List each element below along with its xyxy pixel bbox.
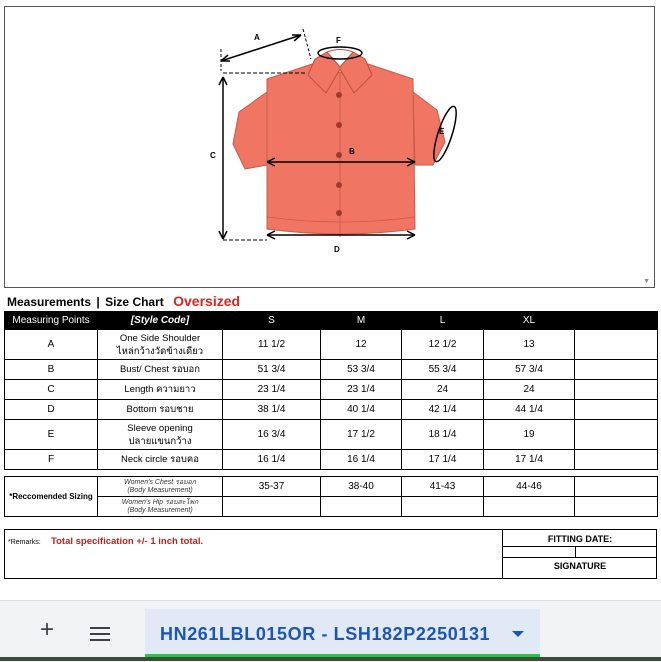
chest-note[interactable]: Women's Chest รอบอก (Body Measurement) [98,477,223,497]
value-cell[interactable]: 13 [484,330,575,360]
measurement-table [4,311,658,470]
col-size-xl[interactable]: XL [484,312,575,330]
label-a: A [254,33,260,42]
empty-cell[interactable] [575,360,658,380]
hip-value-cell[interactable] [484,497,575,517]
value-cell[interactable]: 16 3/4 [223,420,321,450]
label-b: B [349,147,355,156]
header-row [5,312,658,330]
remarks-label: *Remarks: [8,539,41,546]
chest-value-cell[interactable]: 44-46 [484,477,575,497]
point-cell[interactable]: F [5,450,98,470]
value-cell[interactable]: 40 1/4 [321,400,402,420]
remarks-text: Total specification +/- 1 inch total. [51,536,204,547]
sheet-tab-label: HN261LBL015OR - LSH182P2250131 [160,624,491,644]
label-cell[interactable]: Length ความยาว [98,380,223,400]
hip-value-cell[interactable] [223,497,321,517]
point-cell[interactable]: E [5,420,98,450]
col-style-code[interactable]: [Style Code] [98,312,223,330]
value-cell[interactable]: 38 1/4 [223,400,321,420]
shirt-body [267,63,415,234]
hip-note[interactable]: Women's Hip รอบสะโพก (Body Measurement) [98,497,223,517]
label-d: D [334,245,340,254]
empty-cell[interactable] [575,420,658,450]
value-cell[interactable]: 24 [484,380,575,400]
point-cell[interactable]: B [5,360,98,380]
col-size-l[interactable]: L [402,312,484,330]
hip-value-cell[interactable] [321,497,402,517]
point-cell[interactable]: C [5,380,98,400]
label-c: C [210,151,216,160]
empty-cell[interactable] [575,477,658,497]
value-cell[interactable]: 12 1/2 [402,330,484,360]
recommended-sizing-label[interactable]: *Reccomended Sizing [5,477,98,517]
value-cell[interactable]: 57 3/4 [484,360,575,380]
col-empty[interactable] [575,312,658,330]
point-cell[interactable]: D [5,400,98,420]
fit-type: Oversized [173,293,241,309]
label-cell[interactable]: Neck circle รอบคอ [98,450,223,470]
scroll-down-icon[interactable]: ▼ [643,278,650,285]
value-cell[interactable]: 42 1/4 [402,400,484,420]
label-cell[interactable]: Sleeve opening ปลายแขนกว้าง [98,420,223,450]
sheet-tab-bar [0,600,661,662]
sizing-chest-row [5,477,658,497]
label-cell[interactable]: Bust/ Chest รอบอก [98,360,223,380]
left-sleeve [233,92,267,169]
value-cell[interactable]: 51 3/4 [223,360,321,380]
shirt-diagram-svg [5,7,654,287]
value-cell[interactable]: 17 1/2 [321,420,402,450]
col-size-s[interactable]: S [223,312,321,330]
col-measuring-points[interactable]: Measuring Points [5,312,98,330]
chart-title [7,293,240,309]
recommended-sizing-table [4,476,658,517]
chevron-down-icon[interactable] [512,631,524,637]
value-cell[interactable]: 18 1/4 [402,420,484,450]
bottom-edge [0,657,661,661]
chest-value-cell[interactable]: 38-40 [321,477,402,497]
value-cell[interactable]: 16 1/4 [223,450,321,470]
table-row [5,380,658,400]
title-separator: | [96,295,100,309]
signature-label: SIGNATURE [553,561,607,571]
value-cell[interactable]: 23 1/4 [321,380,402,400]
label-f: F [336,36,341,45]
empty-cell[interactable] [575,497,658,517]
empty-cell[interactable] [575,450,658,470]
button-3 [336,152,342,158]
title-measurements: Measurements [7,295,92,309]
remarks-box[interactable] [4,529,657,579]
value-cell[interactable]: 53 3/4 [321,360,402,380]
value-cell[interactable]: 44 1/4 [484,400,575,420]
value-cell[interactable]: 17 1/4 [484,450,575,470]
shirt-diagram-image[interactable] [4,6,655,288]
col-size-m[interactable]: M [321,312,402,330]
value-cell[interactable]: 16 1/4 [321,450,402,470]
hamburger-menu-icon[interactable] [90,627,110,645]
table-row [5,450,658,470]
value-cell[interactable]: 55 3/4 [402,360,484,380]
button-4 [336,182,342,188]
value-cell[interactable]: 11 1/2 [223,330,321,360]
chest-value-cell[interactable]: 35-37 [223,477,321,497]
sheet-tab-active[interactable] [145,609,540,656]
table-row [5,420,658,450]
label-e: E [439,127,445,136]
button-2 [336,122,342,128]
fitting-date-label: FITTING DATE: [547,534,613,544]
empty-cell[interactable] [575,400,658,420]
empty-cell[interactable] [575,380,658,400]
hip-value-cell[interactable] [402,497,484,517]
value-cell[interactable]: 17 1/4 [402,450,484,470]
arrow-a [221,35,301,61]
value-cell[interactable]: 24 [402,380,484,400]
value-cell[interactable]: 19 [484,420,575,450]
plus-icon[interactable]: + [39,616,54,643]
title-size-chart: Size Chart [105,295,164,309]
table-row [5,360,658,380]
button-1 [336,92,342,98]
table-row [5,400,658,420]
point-cell[interactable]: A [5,330,98,360]
table-row [5,330,658,360]
value-cell[interactable]: 23 1/4 [223,380,321,400]
fitting-box [502,530,657,578]
empty-cell[interactable] [575,330,658,360]
value-cell[interactable]: 12 [321,330,402,360]
label-cell[interactable]: One Side Shoulder ไหล่กว้างวัดข้างเดียว [98,330,223,360]
sizing-hip-row [5,497,658,517]
cut-off-header-text [6,0,126,5]
label-cell[interactable]: Bottom รอบชาย [98,400,223,420]
chest-value-cell[interactable]: 41-43 [402,477,484,497]
button-5 [336,210,342,216]
collar-back [327,50,353,53]
